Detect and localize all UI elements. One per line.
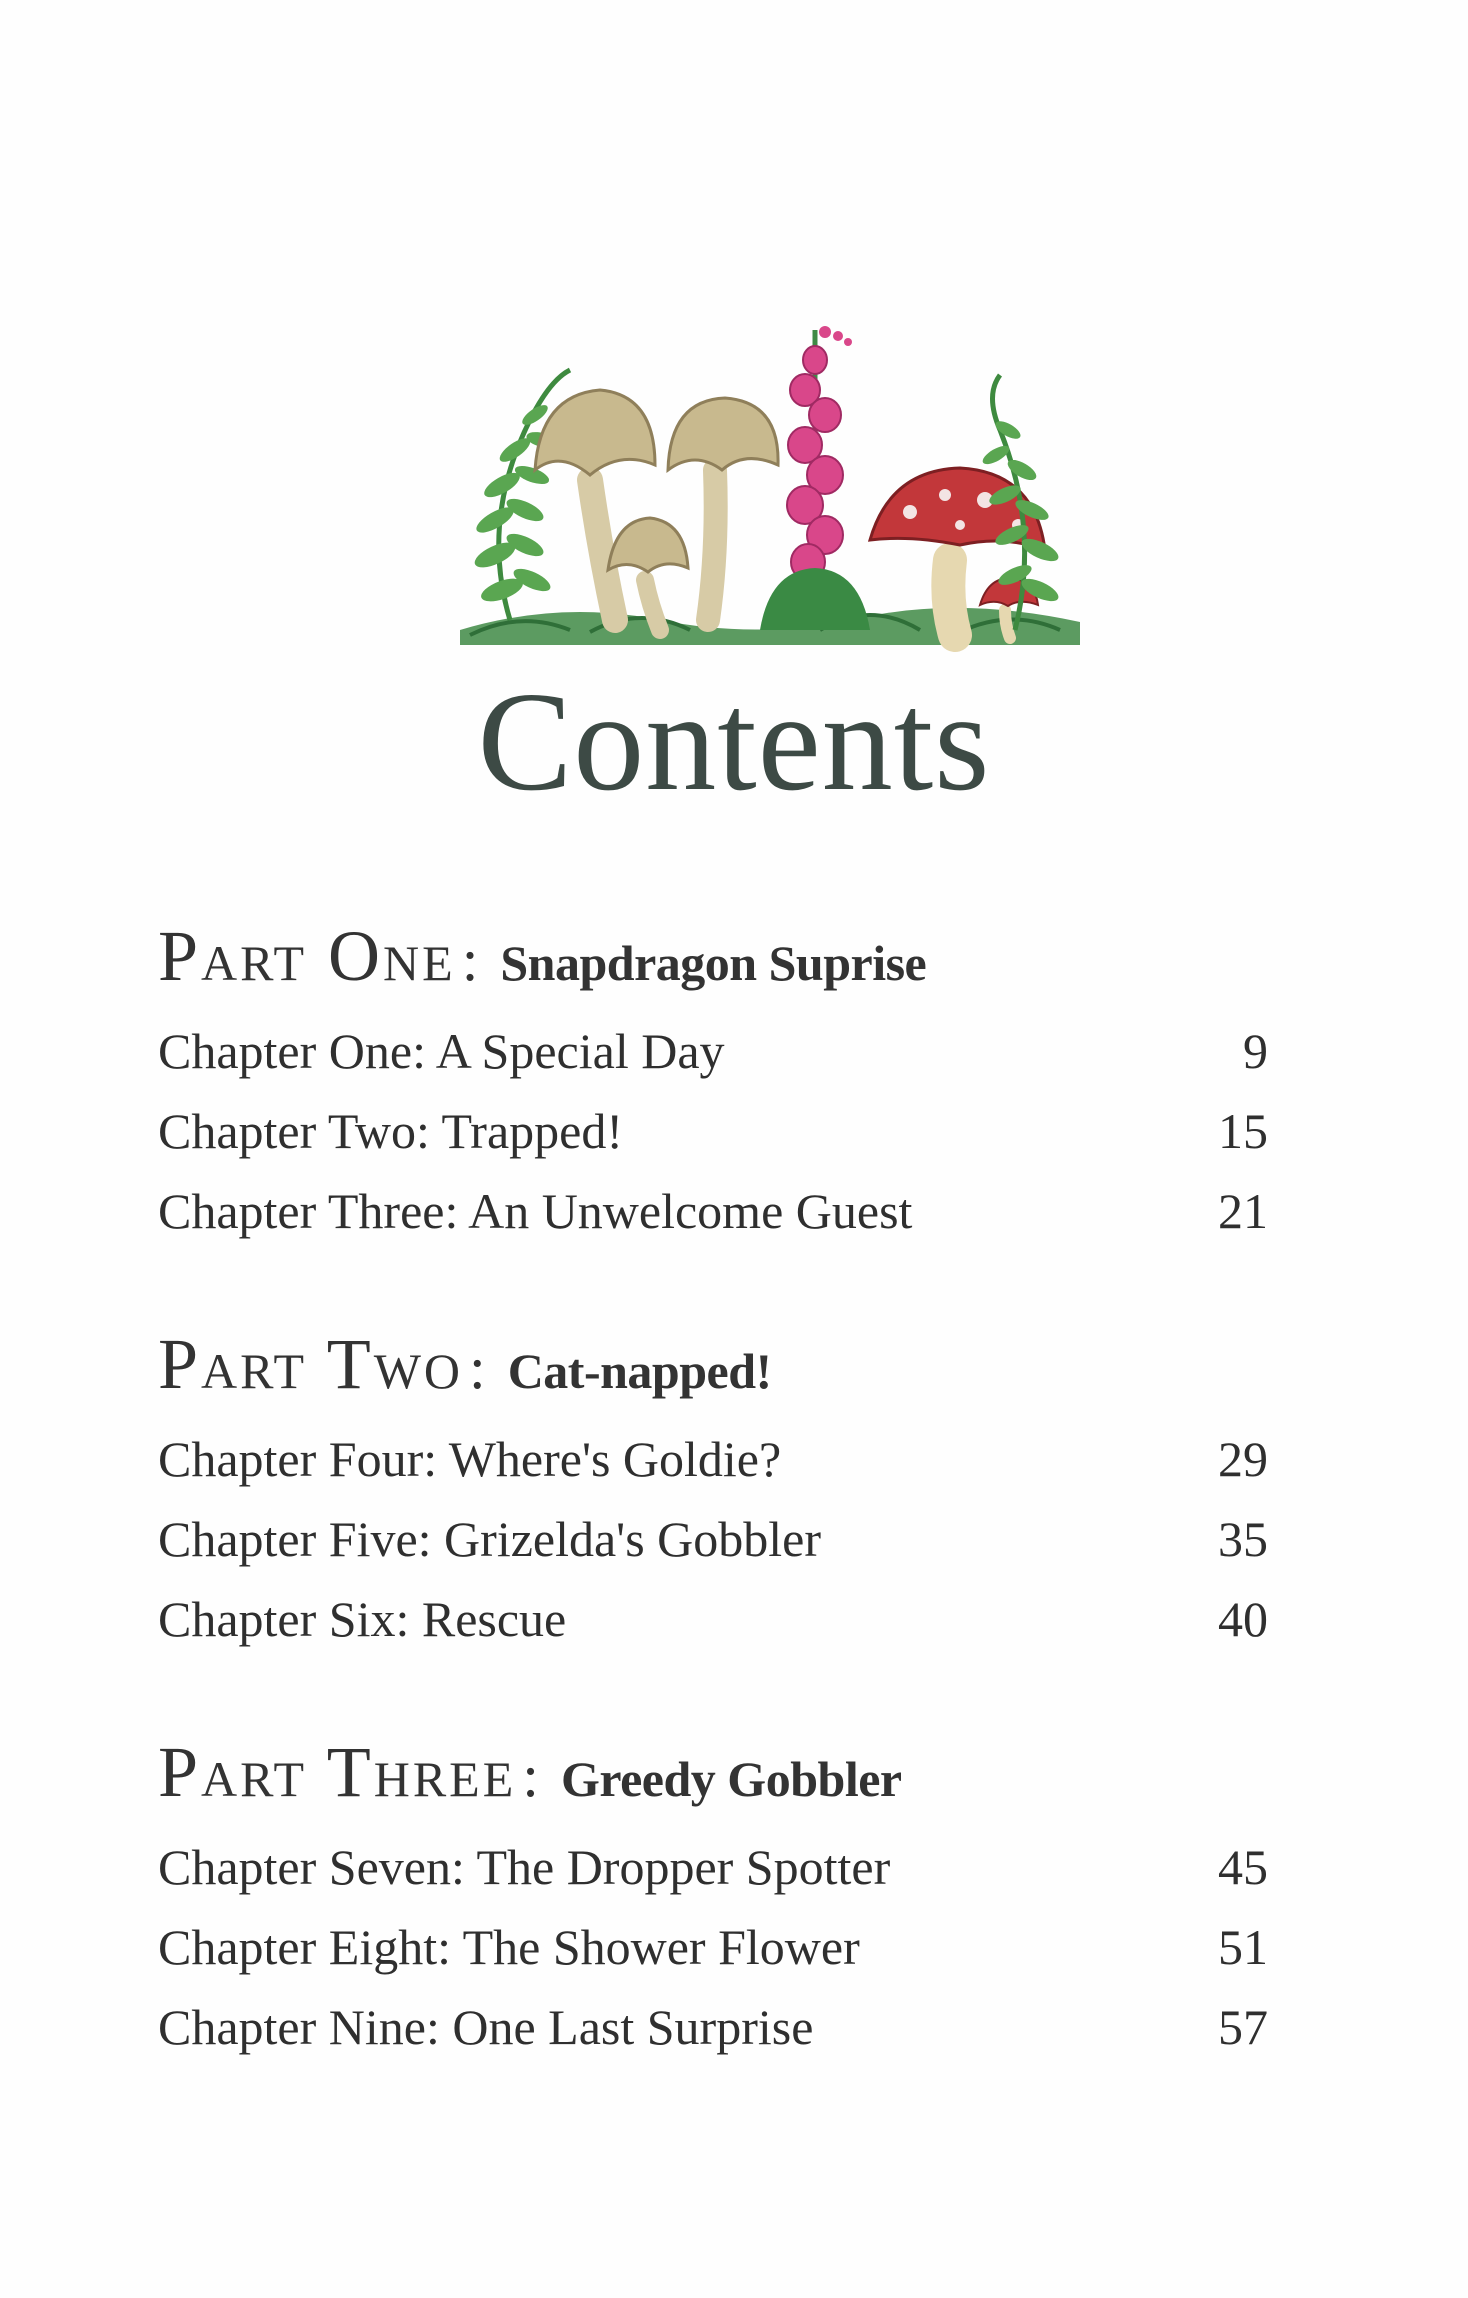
chapter-page-number: 40	[1218, 1591, 1268, 1647]
chapter-page-number: 51	[1218, 1919, 1268, 1975]
chapter-page-number: 21	[1218, 1183, 1268, 1239]
part-heading	[158, 1323, 1268, 1419]
chapter-title: Chapter Four: Where's Goldie?	[158, 1431, 782, 1487]
chapter-entry	[158, 1907, 1268, 1987]
chapter-title: Chapter Eight: The Shower Flower	[158, 1919, 860, 1975]
chapter-entry	[158, 1499, 1268, 1579]
chapter-title: Chapter Three: An Unwelcome Guest	[158, 1183, 913, 1239]
chapter-title: Chapter Two: Trapped!	[158, 1103, 623, 1159]
part-colon: :	[461, 927, 479, 993]
part-heading	[158, 1731, 1268, 1827]
chapter-title: Chapter Five: Grizelda's Gobbler	[158, 1511, 821, 1567]
chapter-title: Chapter One: A Special Day	[158, 1023, 725, 1079]
chapter-page-number: 57	[1218, 1999, 1268, 2055]
chapter-page-number: 29	[1218, 1431, 1268, 1487]
chapter-title: Chapter Six: Rescue	[158, 1591, 567, 1647]
chapter-entry	[158, 1011, 1268, 1091]
part-three	[158, 1731, 1268, 2067]
part-name: Cat-napped!	[507, 1343, 772, 1399]
chapter-page-number: 35	[1218, 1511, 1268, 1567]
chapter-page-number: 45	[1218, 1839, 1268, 1895]
mushrooms-and-foxglove-illustration	[440, 300, 1100, 660]
chapter-entry	[158, 1091, 1268, 1171]
table-of-contents	[158, 915, 1268, 2139]
chapter-entry	[158, 1827, 1268, 1907]
part-colon: :	[469, 1335, 486, 1401]
part-label: Part Three	[158, 1732, 517, 1812]
chapter-entry	[158, 1579, 1268, 1659]
chapter-entry	[158, 1419, 1268, 1499]
chapter-title: Chapter Nine: One Last Surprise	[158, 1999, 814, 2055]
part-name: Snapdragon Suprise	[500, 935, 927, 991]
chapter-page-number: 15	[1218, 1103, 1268, 1159]
page-title: Contents	[477, 662, 991, 820]
part-two	[158, 1323, 1268, 1659]
chapter-entry	[158, 1987, 1268, 2067]
part-colon: :	[522, 1743, 539, 1809]
part-heading	[158, 915, 1268, 1011]
part-name: Greedy Gobbler	[560, 1751, 902, 1807]
chapter-page-number: 9	[1243, 1023, 1268, 1079]
chapter-entry	[158, 1171, 1268, 1251]
chapter-title: Chapter Seven: The Dropper Spotter	[158, 1839, 891, 1895]
part-label: Part One	[158, 916, 456, 996]
part-label: Part Two	[158, 1324, 464, 1404]
part-one	[158, 915, 1268, 1251]
